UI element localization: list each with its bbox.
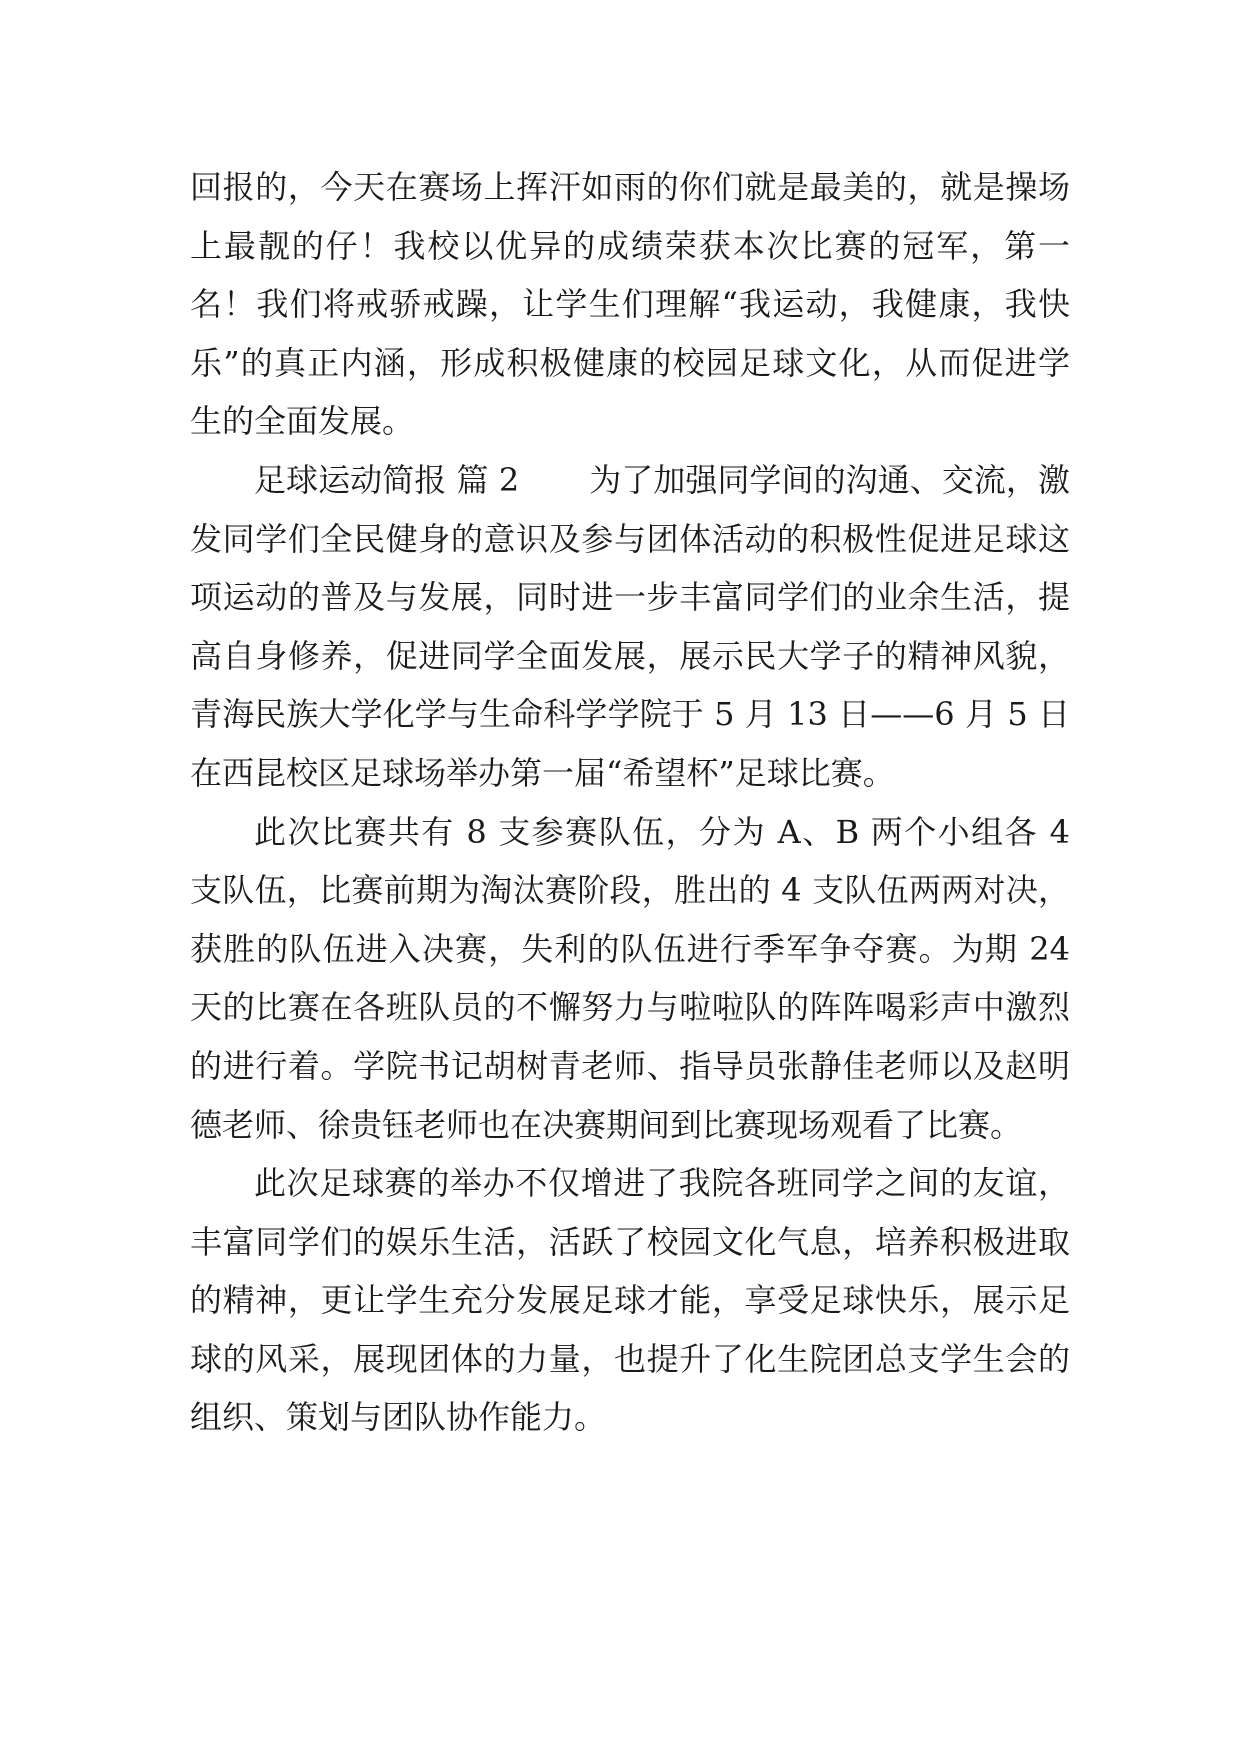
paragraph-text: 此次足球赛的举办不仅增进了我院各班同学之间的友谊，丰富同学们的娱乐生活，活跃了校园文化气息，培养积极进取的精神，更让学生充分发展足球才能，享受足球快乐，展示足球的风采，展现团体的力量，也提升了化生院团总支学生会的组织、策划与团队协作能力。 <box>190 1164 1070 1437</box>
paragraph-text: 此次比赛共有 8 支参赛队伍，分为 A、B 两个小组各 4 支队伍，比赛前期为淘汰赛阶段，胜出的 4 支队伍两两对决，获胜的队伍进入决赛，失利的队伍进行季军争夺赛。为期 24 天的比赛在各班队员的不懈努力与啦啦队的阵阵喝彩声中激烈的进行着。学院书记胡树青老师、指导员张静佳老师以及赵明德老师、徐贵钰老师也在决赛期间到比赛现场观看了比赛。 <box>190 812 1070 1144</box>
paragraph-section-2 <box>190 451 1070 803</box>
paragraph-continuation <box>190 158 1070 451</box>
paragraph-match-details <box>190 803 1070 1155</box>
paragraph-text: 回报的，今天在赛场上挥汗如雨的你们就是最美的，就是操场上最靓的仔！我校以优异的成绩荣获本次比赛的冠军，第一名！我们将戒骄戒躁，让学生们理解“我运动，我健康，我快乐”的真正内涵，形成积极健康的校园足球文化，从而促进学生的全面发展。 <box>190 168 1070 441</box>
paragraph-conclusion <box>190 1154 1070 1447</box>
paragraph-text: 为了加强同学间的沟通、交流，激发同学们全民健身的意识及参与团体活动的积极性促进足球这项运动的普及与发展，同时进一步丰富同学们的业余生活，提高自身修养，促进同学全面发展，展示民大学子的精神风貌，青海民族大学化学与生命科学学院于 5 月 13 日——6 月 5 日在西昆校区足球场举办第一届“希望杯”足球比赛。 <box>190 460 1070 792</box>
section-heading: 足球运动简报 篇 2 <box>254 460 520 499</box>
document-body <box>190 158 1070 1447</box>
